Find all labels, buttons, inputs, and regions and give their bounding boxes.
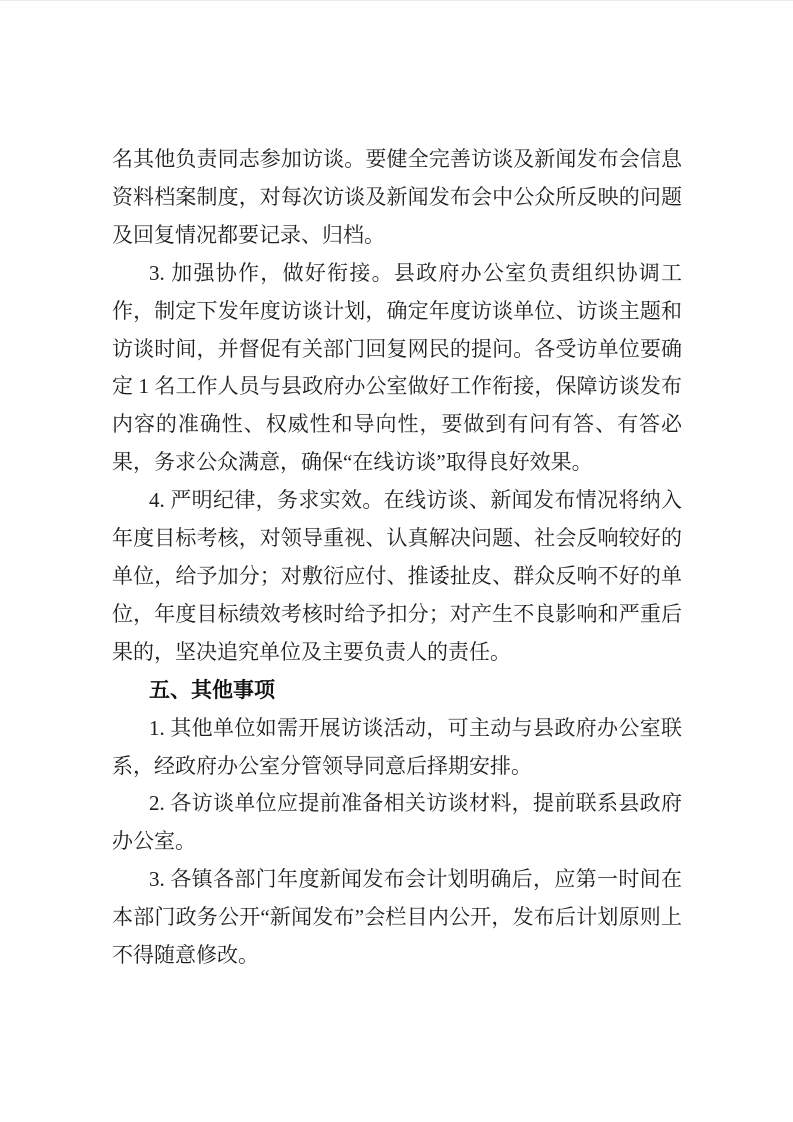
paragraph-other-item-3: 3. 各镇各部门年度新闻发布会计划明确后，应第一时间在本部门政务公开“新闻发布”会栏目内公开，发布后计划原则上不得随意修改。	[112, 867, 682, 968]
document-text-block	[112, 141, 682, 975]
paragraph-point-3-strengthen-coordination: 3. 加强协作，做好衔接。县政府办公室负责组织协调工作，制定下发年度访谈计划，确定年度访谈单位、访谈主题和访谈时间，并督促有关部门回复网民的提问。各受访单位要确定 1 名工作人员与县政府办公室做好工作衔接，保障访谈发布内容的准确性、权威性和导向性，要做到有问有答、有答必果，务求公众满意，确保“在线访谈”取得良好效果。	[112, 260, 682, 475]
paragraph-continuation: 名其他负责同志参加访谈。要健全完善访谈及新闻发布会信息资料档案制度，对每次访谈及新闻发布会中公众所反映的问题及回复情况都要记录、归档。	[112, 147, 682, 247]
section-heading-other-matters: 五、其他事项	[149, 678, 275, 702]
paragraph-other-item-1: 1. 其他单位如需开展访谈活动，可主动与县政府办公室联系，经政府办公室分管领导同意后择期安排。	[112, 715, 682, 778]
paragraph-other-item-2: 2. 各访谈单位应提前准备相关访谈材料，提前联系县政府办公室。	[112, 791, 682, 854]
page-top-edge-divider	[0, 0, 793, 1]
paragraph-point-4-strict-discipline: 4. 严明纪律，务求实效。在线访谈、新闻发布情况将纳入年度目标考核，对领导重视、认真解决问题、社会反响较好的单位，给予加分；对敷衍应付、推诿扯皮、群众反响不好的单位，年度目标绩效考核时给予扣分；对产生不良影响和严重后果的，坚决追究单位及主要负责人的责任。	[112, 488, 682, 664]
